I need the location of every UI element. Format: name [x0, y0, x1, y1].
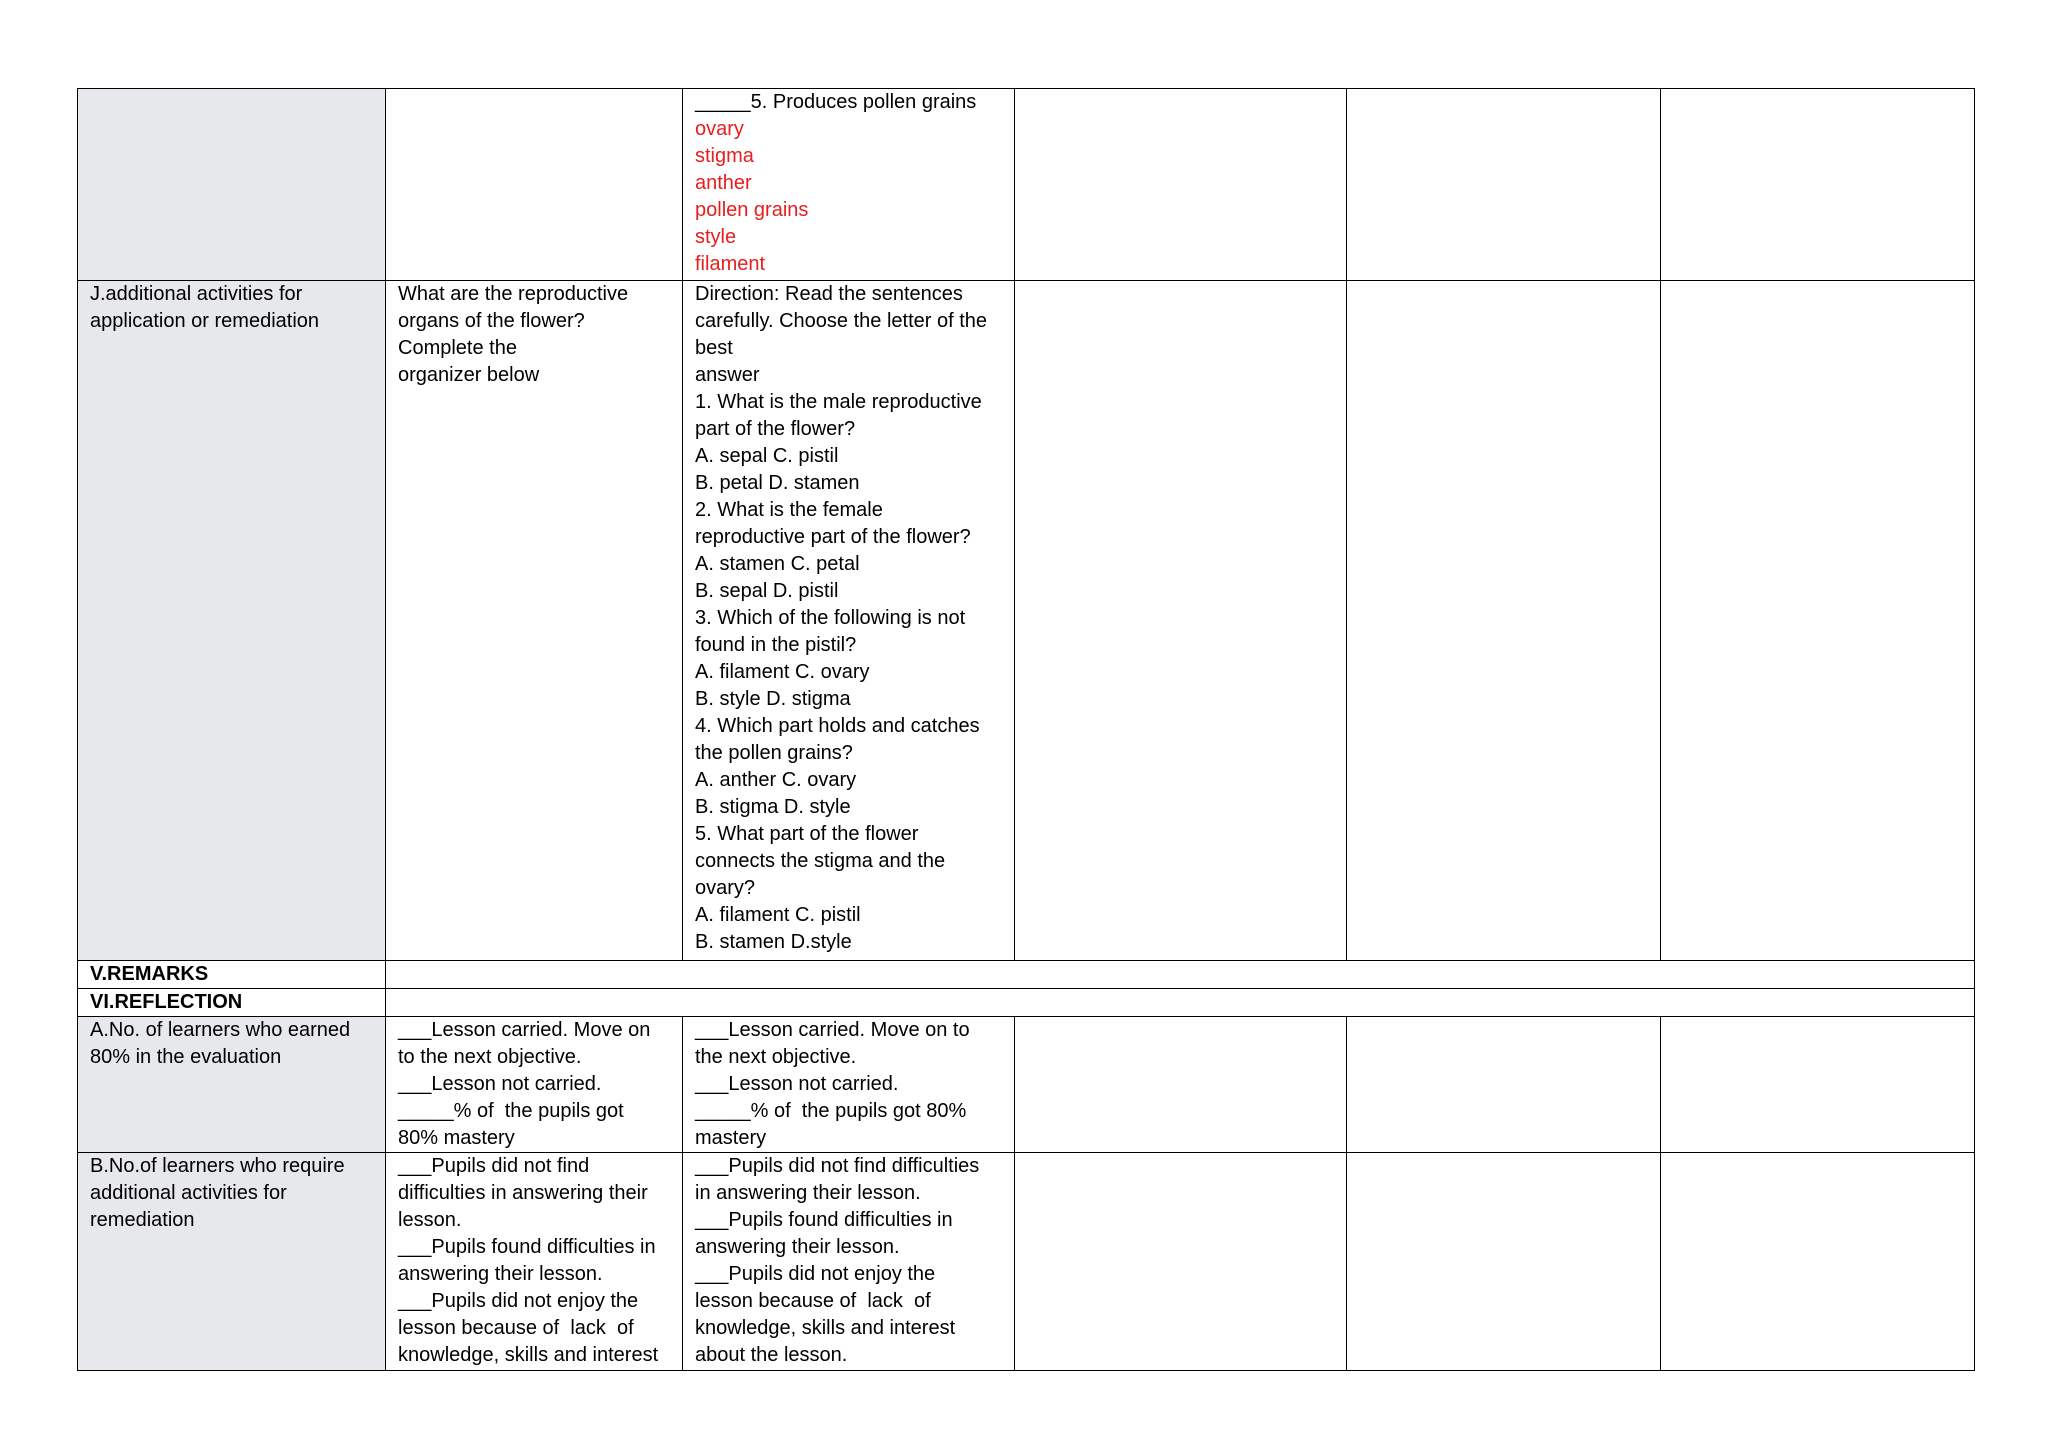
cell-lesson-status	[683, 1017, 1015, 1153]
cell-empty	[1661, 1017, 1975, 1153]
cell-reflection-empty	[386, 989, 1975, 1017]
cell-empty	[1015, 89, 1347, 281]
text-line: ___Pupils did not find	[398, 1155, 590, 1177]
text-line: lesson because of lack of	[695, 1290, 931, 1312]
text-line: additional activities for	[90, 1182, 287, 1204]
text-line: answer	[695, 364, 760, 386]
section-heading-reflection: VI.REFLECTION	[78, 989, 386, 1017]
text-line: the next objective.	[695, 1046, 857, 1068]
text-line: 1. What is the male reproductive	[695, 391, 982, 413]
cell-empty	[1015, 281, 1347, 961]
answer-option: style	[695, 226, 737, 248]
cell-empty	[1015, 1153, 1347, 1371]
text-line: ___Pupils did not find difficulties	[695, 1155, 980, 1177]
text-line: organizer below	[398, 364, 540, 386]
cell-organizer-prompt	[386, 281, 683, 961]
text-line: part of the flower?	[695, 418, 856, 440]
text-line: best	[695, 337, 733, 359]
text-line: answering their lesson.	[695, 1236, 900, 1258]
text-line: _____% of the pupils got	[398, 1100, 624, 1122]
text-line: knowledge, skills and interest	[398, 1344, 659, 1366]
table-row-answer-options	[78, 89, 1975, 281]
cell-empty	[1015, 1017, 1347, 1153]
text-line: B. stigma D. style	[695, 796, 851, 818]
cell-pupil-difficulties	[683, 1153, 1015, 1371]
text-line: connects the stigma and the	[695, 850, 946, 872]
text-line: A. stamen C. petal	[695, 553, 860, 575]
cell-remarks-empty	[386, 961, 1975, 989]
text-line: 80% in the evaluation	[90, 1046, 282, 1068]
text-line: 5. What part of the flower	[695, 823, 919, 845]
cell-empty	[1661, 89, 1975, 281]
row-label-learners-remediation	[78, 1153, 386, 1371]
text-line: to the next objective.	[398, 1046, 582, 1068]
text-line: ___Lesson not carried.	[695, 1073, 899, 1095]
row-label-text: J.additional activities for application or remediation	[90, 283, 320, 332]
cell-pupil-difficulties	[386, 1153, 683, 1371]
text-line: lesson because of lack of	[398, 1317, 634, 1339]
text-line: 80% mastery	[398, 1127, 515, 1149]
text-line: ___Pupils did not enjoy the	[398, 1290, 639, 1312]
table-row-learners-remediation	[78, 1153, 1975, 1371]
text-line: 3. Which of the following is not	[695, 607, 966, 629]
row-label-learners-earned	[78, 1017, 386, 1153]
table-row-remarks	[78, 961, 1975, 989]
text-line: A. anther C. ovary	[695, 769, 857, 791]
text-line: the pollen grains?	[695, 742, 853, 764]
text-line: A.No. of learners who earned	[90, 1019, 351, 1041]
text-line: 4. Which part holds and catches	[695, 715, 980, 737]
answer-option: filament	[695, 253, 766, 275]
cell-quiz-questions	[683, 281, 1015, 961]
text-line: ___Lesson carried. Move on to	[695, 1019, 970, 1041]
cell-empty	[1661, 1153, 1975, 1371]
cell-question-5	[683, 89, 1015, 281]
text-line: A. filament C. ovary	[695, 661, 870, 683]
question-5-text: _____5. Produces pollen grains	[695, 91, 977, 113]
text-line: ___Lesson not carried.	[398, 1073, 602, 1095]
section-heading-remarks: V.REMARKS	[78, 961, 386, 989]
text-line: mastery	[695, 1127, 767, 1149]
text-line: carefully. Choose the letter of the	[695, 310, 988, 332]
text-line: knowledge, skills and interest	[695, 1317, 956, 1339]
text-line: lesson.	[398, 1209, 462, 1231]
text-line: ___Lesson carried. Move on	[398, 1019, 651, 1041]
text-line: difficulties in answering their	[398, 1182, 648, 1204]
text-line: remediation	[90, 1209, 195, 1231]
cell-empty	[1661, 281, 1975, 961]
cell-empty	[1347, 1153, 1661, 1371]
text-line: found in the pistil?	[695, 634, 857, 656]
text-line: organs of the flower?	[398, 310, 585, 332]
cell-empty	[386, 89, 683, 281]
cell-empty	[1347, 89, 1661, 281]
text-line: ovary?	[695, 877, 756, 899]
row-label-additional-activities	[78, 281, 386, 961]
table-row-additional-activities	[78, 281, 1975, 961]
text-line: ___Pupils did not enjoy the	[695, 1263, 936, 1285]
answer-option: anther	[695, 172, 752, 194]
text-line: A. sepal C. pistil	[695, 445, 839, 467]
text-line: B. petal D. stamen	[695, 472, 860, 494]
cell-lesson-status	[386, 1017, 683, 1153]
text-line: in answering their lesson.	[695, 1182, 921, 1204]
text-line: B. sepal D. pistil	[695, 580, 839, 602]
text-line: about the lesson.	[695, 1344, 848, 1366]
text-line: ___Pupils found difficulties in	[398, 1236, 656, 1258]
text-line: A. filament C. pistil	[695, 904, 861, 926]
text-line: ___Pupils found difficulties in	[695, 1209, 953, 1231]
cell-empty	[1347, 1017, 1661, 1153]
table-row-learners-earned	[78, 1017, 1975, 1153]
text-line: answering their lesson.	[398, 1263, 603, 1285]
text-line: B. style D. stigma	[695, 688, 851, 710]
answer-option: pollen grains	[695, 199, 809, 221]
text-line: What are the reproductive	[398, 283, 629, 305]
text-line: reproductive part of the flower?	[695, 526, 971, 548]
text-line: Direction: Read the sentences	[695, 283, 963, 305]
text-line: 2. What is the female	[695, 499, 883, 521]
row-label-cell	[78, 89, 386, 281]
lesson-plan-table	[77, 88, 1975, 1371]
text-line: B. stamen D.style	[695, 931, 852, 953]
text-line: B.No.of learners who require	[90, 1155, 345, 1177]
cell-empty	[1347, 281, 1661, 961]
answer-option: stigma	[695, 145, 754, 167]
text-line: Complete the	[398, 337, 517, 359]
table-row-reflection	[78, 989, 1975, 1017]
text-line: _____% of the pupils got 80%	[695, 1100, 967, 1122]
answer-option: ovary	[695, 118, 744, 140]
